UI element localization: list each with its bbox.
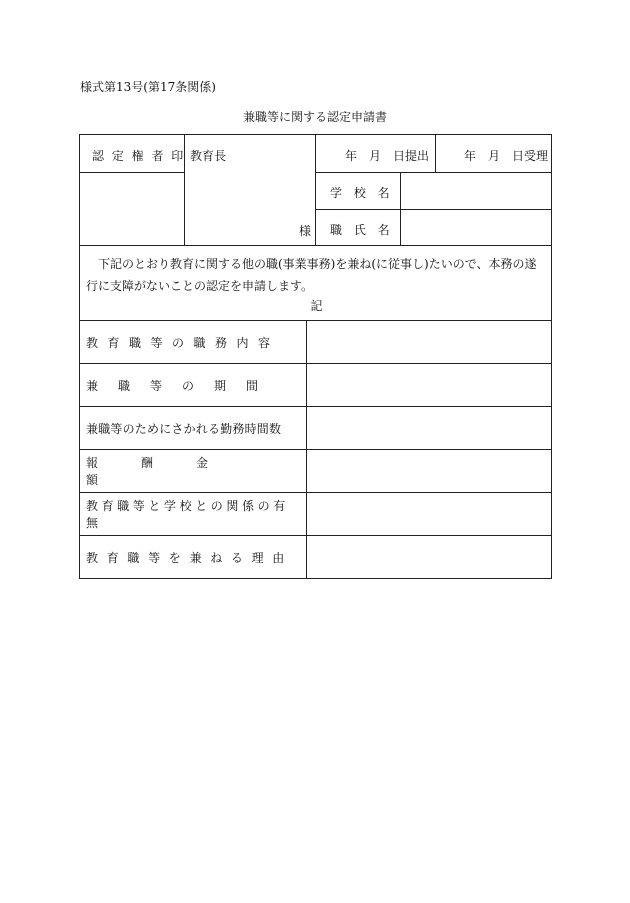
row-label: 兼職等のためにさかれる勤務時間数 — [80, 407, 307, 449]
form-number: 様式第13号(第17条関係) — [80, 80, 216, 94]
row-value-field[interactable] — [307, 536, 551, 578]
row-label: 教育職等の職務内容 — [80, 321, 307, 363]
header-table — [79, 134, 552, 246]
received-date: 年 月 日受理 — [464, 149, 549, 163]
row-label: 報酬金額 — [80, 450, 307, 492]
row-value-field[interactable] — [307, 321, 551, 363]
divider — [315, 209, 552, 210]
approver-seal-label: 認 定 権 者 印 — [92, 149, 186, 163]
divider — [315, 172, 552, 173]
details-table — [79, 320, 552, 579]
row-value-field[interactable] — [307, 450, 551, 492]
table-row — [80, 407, 551, 450]
divider — [80, 172, 184, 173]
table-row — [80, 536, 551, 578]
divider — [315, 135, 316, 246]
row-label: 兼職等の期間 — [80, 364, 307, 406]
notice-box — [79, 245, 552, 321]
notice-text: 下記のとおり教育に関する他の職(事業事務)を兼ね(に従事し)たいので、本務の遂行に支障がないことの認定を申請します。 — [86, 257, 537, 293]
addressee: 教育長 — [190, 149, 227, 163]
divider — [435, 135, 436, 172]
row-value-field[interactable] — [307, 364, 551, 406]
table-row — [80, 450, 551, 493]
table-row — [80, 364, 551, 407]
row-value-field[interactable] — [307, 493, 551, 535]
position-name-label: 職 氏 名 — [330, 223, 394, 237]
honorific: 様 — [299, 224, 312, 238]
table-row — [80, 321, 551, 364]
table-row — [80, 493, 551, 536]
school-name-label: 学 校 名 — [330, 186, 394, 200]
ki-mark: 記 — [310, 299, 323, 313]
row-label: 教育職等を兼ねる理由 — [80, 536, 307, 578]
submitted-date: 年 月 日提出 — [345, 149, 430, 163]
document-title: 兼職等に関する認定申請書 — [242, 110, 387, 124]
row-value-field[interactable] — [307, 407, 551, 449]
row-label: 教育職等と学校との関係の有無 — [80, 493, 307, 535]
